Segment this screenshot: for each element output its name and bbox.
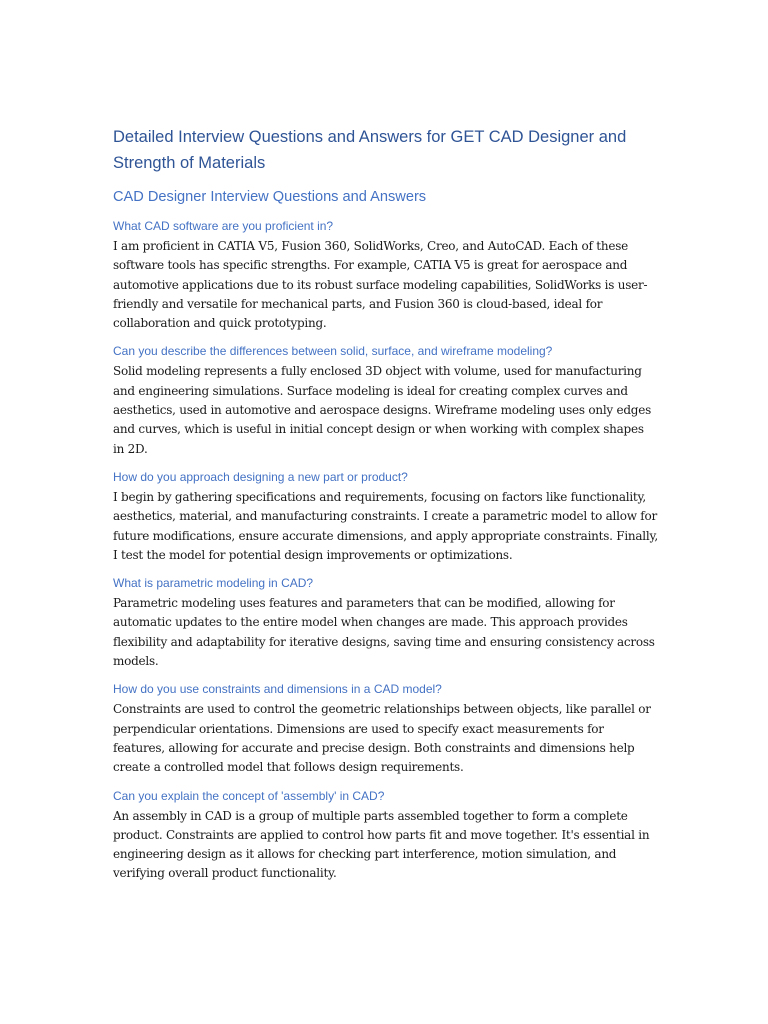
question-heading: What is parametric modeling in CAD?: [113, 576, 314, 591]
document-content: [113, 124, 658, 894]
question-heading: How do you use constraints and dimensions in a CAD model?: [113, 682, 442, 697]
qa-item-6: [113, 788, 658, 884]
qa-item-2: [113, 343, 658, 458]
answer-paragraph: Constraints are used to control the geometric relationships between objects, like parallel or perpendicular orientations. Dimensions are used to specify exact measurements for features, allowing for accurate and precise design. Both constraints and dimensions help create a controlled model that follows design requirements.: [113, 702, 651, 775]
answer-paragraph: Parametric modeling uses features and parameters that can be modified, allowing for automatic updates to the entire model when changes are made. This approach provides flexibility and adaptability for iterative designs, saving time and ensuring consistency across models.: [113, 596, 655, 669]
answer-paragraph: Solid modeling represents a fully enclosed 3D object with volume, used for manufacturing and engineering simulations. Surface modeling is ideal for creating complex curves and aesthetics, used in automotive and aerospace designs. Wireframe modeling uses only edges and curves, which is useful in initial concept design or when working with complex shapes in 2D.: [113, 364, 651, 456]
answer-paragraph: I begin by gathering specifications and requirements, focusing on factors like functionality, aesthetics, material, and manufacturing constraints. I create a parametric model to allow for future modifications, ensure accurate dimensions, and apply appropriate constraints. Finally, I test the model for potential design improvements or optimizations.: [113, 489, 658, 562]
question-heading: How do you approach designing a new part or product?: [113, 469, 408, 484]
answer-paragraph: I am proficient in CATIA V5, Fusion 360, SolidWorks, Creo, and AutoCAD. Each of these software tools has specific strengths. For example, CATIA V5 is great for aerospace and automotive applications due to its robust surface modeling capabilities, SolidWorks is user-friendly and versatile for mechanical parts, and Fusion 360 is cloud-based, ideal for collaboration and quick prototyping.: [113, 239, 648, 331]
answer-paragraph: An assembly in CAD is a group of multiple parts assembled together to form a complete product. Constraints are applied to control how parts fit and move together. It's essential in engineering design as it allows for checking part interference, motion simulation, and verifying overall product functionality.: [113, 808, 650, 881]
question-heading: Can you describe the differences between solid, surface, and wireframe modeling?: [113, 344, 553, 359]
section-heading: CAD Designer Interview Questions and Answers: [113, 189, 427, 205]
qa-item-3: [113, 469, 658, 565]
question-heading: Can you explain the concept of 'assembly' in CAD?: [113, 788, 385, 803]
document-title: Detailed Interview Questions and Answers for GET CAD Designer and Strength of Materials: [113, 128, 627, 172]
qa-item-1: [113, 218, 658, 333]
qa-item-5: [113, 681, 658, 777]
question-heading: What CAD software are you proficient in?: [113, 219, 334, 233]
qa-item-4: [113, 575, 658, 671]
